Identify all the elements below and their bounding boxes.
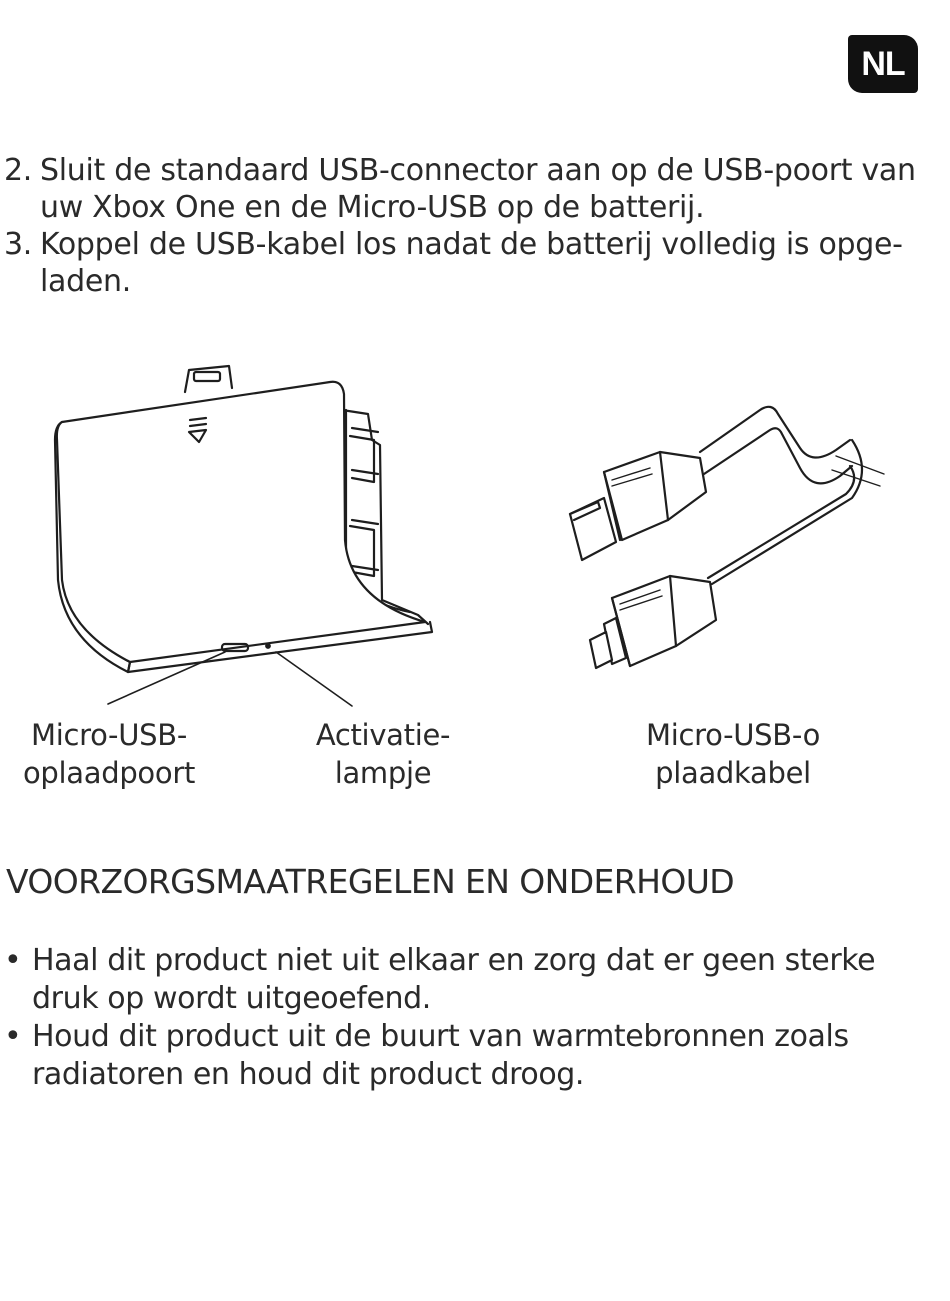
precautions-heading: VOORZORGSMAATREGELEN EN ONDERHOUD	[6, 862, 735, 901]
list-item-line: Houd dit product uit de buurt van warmtebronnen zoals	[32, 1019, 849, 1054]
precautions-list	[4, 942, 934, 1094]
list-item-line: Haal dit product niet uit elkaar en zorg dat er geen sterke	[32, 943, 876, 978]
caption-charging-cable	[628, 716, 838, 792]
step-number: 2.	[4, 153, 33, 188]
list-item-line: radiatoren en houd dit product droog.	[32, 1057, 585, 1092]
caption-indicator-light	[300, 716, 466, 792]
list-item	[4, 942, 934, 1018]
bullet-symbol: •	[4, 943, 22, 978]
list-item-line: druk op wordt uitgeoefend.	[32, 981, 431, 1016]
caption-line: oplaadpoort	[22, 756, 196, 790]
product-illustration	[0, 360, 950, 720]
caption-line: lampje	[334, 756, 432, 790]
instruction-steps	[4, 152, 934, 300]
step-number: 3.	[4, 227, 33, 262]
step-item	[4, 226, 934, 300]
battery-pack-drawing	[55, 366, 432, 706]
step-line: laden.	[40, 264, 131, 299]
caption-line: plaadkabel	[655, 756, 811, 790]
step-line: uw Xbox One en de Micro-USB op de batterij.	[40, 190, 705, 225]
caption-line: Activatie-	[315, 718, 451, 752]
caption-line: Micro-USB-o	[645, 718, 821, 752]
step-line: Sluit de standaard USB-connector aan op de USB-poort van	[40, 153, 916, 188]
bullet-symbol: •	[4, 1019, 22, 1054]
language-badge: NL	[848, 35, 918, 93]
step-line: Koppel de USB-kabel los nadat de batterij volledig is opge-	[40, 227, 903, 262]
caption-charge-port	[14, 716, 204, 792]
usb-cable-drawing	[570, 407, 884, 668]
list-item	[4, 1018, 934, 1094]
step-item	[4, 152, 934, 226]
caption-line: Micro-USB-	[30, 718, 188, 752]
